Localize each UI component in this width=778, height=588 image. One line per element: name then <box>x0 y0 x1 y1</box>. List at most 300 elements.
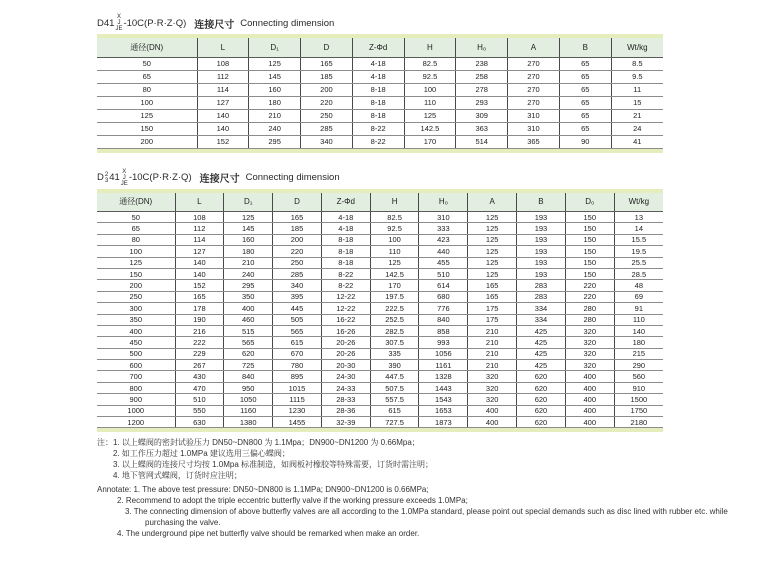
table-cell: 165 <box>273 212 322 223</box>
table-cell: 505 <box>273 314 322 325</box>
frac-top: 2 <box>104 171 109 178</box>
table-cell: 557.5 <box>370 394 419 405</box>
table-cell: 28-33 <box>321 394 370 405</box>
table-cell: 267 <box>175 360 224 371</box>
table-cell: 1160 <box>224 405 273 416</box>
table-cell: 600 <box>97 360 175 371</box>
table-cell: 21 <box>611 109 663 122</box>
frac-bottom: 3 <box>104 177 109 184</box>
table-cell: 333 <box>419 223 468 234</box>
table-cell: 450 <box>97 337 175 348</box>
table-cell: 11 <box>611 83 663 96</box>
table-cell: 65 <box>559 96 611 109</box>
table-cell: 400 <box>468 405 517 416</box>
title-en: Connecting dimension <box>245 172 340 183</box>
table-cell: 620 <box>517 405 566 416</box>
table-cell: 108 <box>175 212 224 223</box>
table-cell: 2180 <box>614 417 663 428</box>
model-prefix: D41 <box>97 17 115 29</box>
column-header: Wt/kg <box>611 38 663 57</box>
table-cell: 65 <box>97 223 175 234</box>
table-cell: 310 <box>419 212 468 223</box>
table-row <box>97 394 663 405</box>
table-cell: 210 <box>468 325 517 336</box>
table-cell: 80 <box>97 83 197 96</box>
model-suffix: -10C(P·R·Z·Q) <box>128 172 192 183</box>
table-cell: 280 <box>565 314 614 325</box>
valve-model-code-1 <box>97 14 186 32</box>
table-row <box>97 314 663 325</box>
column-header: D <box>301 38 353 57</box>
note-line <box>97 484 745 495</box>
table-cell: 445 <box>273 303 322 314</box>
table-cell: 150 <box>565 257 614 268</box>
column-header: H₀ <box>456 38 508 57</box>
table-cell: 65 <box>559 57 611 70</box>
table-cell: 365 <box>508 135 560 148</box>
table-cell: 700 <box>97 371 175 382</box>
table-cell: 1000 <box>97 405 175 416</box>
table-cell: 1050 <box>224 394 273 405</box>
table-cell: 550 <box>175 405 224 416</box>
table-row <box>97 109 663 122</box>
table-cell: 165 <box>175 291 224 302</box>
table-cell: 1200 <box>97 417 175 428</box>
table-cell: 1328 <box>419 371 468 382</box>
table-cell: 725 <box>224 360 273 371</box>
table-cell: 150 <box>565 268 614 279</box>
table-row <box>97 257 663 268</box>
table-cell: 210 <box>468 360 517 371</box>
table-cell: 125 <box>468 212 517 223</box>
table-cell: 320 <box>468 382 517 393</box>
table-cell: 165 <box>468 291 517 302</box>
table-cell: 270 <box>508 70 560 83</box>
table-cell: 615 <box>273 337 322 348</box>
table-cell: 1750 <box>614 405 663 416</box>
table-cell: 112 <box>197 70 249 83</box>
table-cell: 20-30 <box>321 360 370 371</box>
table-cell: 100 <box>370 234 419 245</box>
table-cell: 178 <box>175 303 224 314</box>
table-cell: 4-18 <box>352 70 404 83</box>
column-header: D₁ <box>249 38 301 57</box>
table-cell: 514 <box>456 135 508 148</box>
model-prefix: D <box>97 172 104 183</box>
table-cell: 858 <box>419 325 468 336</box>
table-cell: 400 <box>565 371 614 382</box>
table-cell: 270 <box>508 83 560 96</box>
table-cell: 14 <box>614 223 663 234</box>
table-row <box>97 246 663 257</box>
table-cell: 335 <box>370 348 419 359</box>
table-cell: 24 <box>611 122 663 135</box>
table-cell: 193 <box>517 268 566 279</box>
table-cell: 125 <box>97 109 197 122</box>
table-cell: 8.5 <box>611 57 663 70</box>
table-cell: 293 <box>456 96 508 109</box>
table-cell: 180 <box>224 246 273 257</box>
table-row <box>97 268 663 279</box>
table-cell: 390 <box>370 360 419 371</box>
table-cell: 65 <box>559 70 611 83</box>
table-cell: 8-18 <box>321 246 370 257</box>
table-cell: 210 <box>468 348 517 359</box>
notes-label: 注： <box>97 438 113 448</box>
table-cell: 16-22 <box>321 314 370 325</box>
table-row <box>97 371 663 382</box>
table-cell: 185 <box>273 223 322 234</box>
column-header: B <box>517 193 566 212</box>
table-cell: 140 <box>175 268 224 279</box>
table-cell: 1443 <box>419 382 468 393</box>
table-row <box>97 348 663 359</box>
table-cell: 423 <box>419 234 468 245</box>
table-cell: 320 <box>468 394 517 405</box>
table-cell: 200 <box>97 280 175 291</box>
table-cell: 400 <box>565 394 614 405</box>
table-cell: 320 <box>565 325 614 336</box>
model-mid: 41 <box>109 172 120 183</box>
table-cell: 32-39 <box>321 417 370 428</box>
table-cell: 1015 <box>273 382 322 393</box>
table-cell: 193 <box>517 212 566 223</box>
note-line: 2. Recommend to adopt the triple eccentric butterfly valve if the working pressure exceeds 1.0MPa; <box>117 496 468 506</box>
table-cell: 100 <box>97 96 197 109</box>
table-cell: 460 <box>224 314 273 325</box>
table-cell: 185 <box>301 70 353 83</box>
table-row <box>97 234 663 245</box>
table-cell: 222 <box>175 337 224 348</box>
table-cell: 283 <box>517 280 566 291</box>
connecting-dimension-table-2 <box>97 193 663 429</box>
table-cell: 216 <box>175 325 224 336</box>
table-cell: 8-18 <box>321 257 370 268</box>
table-row <box>97 280 663 291</box>
note-line: 3. The connecting dimension of above butterfly valves are all according to the 1.0MPa standard, please point out special demands such as disc lined with rubber etc. while purchasing the valve. <box>125 507 728 528</box>
table-cell: 175 <box>468 314 517 325</box>
table-cell: 425 <box>517 337 566 348</box>
table-cell: 400 <box>468 417 517 428</box>
table-cell: 515 <box>224 325 273 336</box>
table-cell: 320 <box>468 371 517 382</box>
table-row <box>97 212 663 223</box>
table-cell: 282.5 <box>370 325 419 336</box>
table-cell: 8-22 <box>321 268 370 279</box>
table-cell: 152 <box>175 280 224 291</box>
table-cell: 400 <box>565 417 614 428</box>
table-cell: 425 <box>517 325 566 336</box>
table-cell: 220 <box>273 246 322 257</box>
table-cell: 895 <box>273 371 322 382</box>
table-cell: 780 <box>273 360 322 371</box>
table-row <box>97 57 663 70</box>
note-line <box>97 437 745 448</box>
note-text: 1. The above test pressure: DN50~DN800 is 1.1MPa; DN900~DN1200 is 0.66MPa; <box>133 485 429 495</box>
table-cell: 165 <box>468 280 517 291</box>
table-cell: 200 <box>97 135 197 148</box>
table-cell: 50 <box>97 57 197 70</box>
table-cell: 92.5 <box>404 70 456 83</box>
table-cell: 145 <box>249 70 301 83</box>
model-frac-stack <box>105 172 108 184</box>
table-row <box>97 135 663 148</box>
table-cell: 910 <box>614 382 663 393</box>
table-cell: 125 <box>404 109 456 122</box>
table-cell: 363 <box>456 122 508 135</box>
table-cell: 340 <box>273 280 322 291</box>
table-cell: 92.5 <box>370 223 419 234</box>
table-row <box>97 382 663 393</box>
header-row <box>97 38 663 57</box>
table-row <box>97 122 663 135</box>
table-cell: 320 <box>565 337 614 348</box>
table-cell: 440 <box>419 246 468 257</box>
table-cell: 425 <box>517 360 566 371</box>
table-cell: 250 <box>301 109 353 122</box>
table-cell: 8-18 <box>352 96 404 109</box>
table-row <box>97 83 663 96</box>
note-line: 3. 以上蝶阀的连接尺寸均按 1.0Mpa 标准制造，如阀板衬橡胶等特殊需要，订货时需注明； <box>113 460 434 470</box>
column-header: D <box>273 193 322 212</box>
column-header: A <box>468 193 517 212</box>
table-cell: 620 <box>517 371 566 382</box>
table-cell: 127 <box>197 96 249 109</box>
column-header: Wt/kg <box>614 193 663 212</box>
table-row <box>97 417 663 428</box>
table-cell: 309 <box>456 109 508 122</box>
table-cell: 125 <box>370 257 419 268</box>
table-cell: 150 <box>97 122 197 135</box>
table-cell: 252.5 <box>370 314 419 325</box>
table-cell: 507.5 <box>370 382 419 393</box>
table-cell: 108 <box>197 57 249 70</box>
table-cell: 20-26 <box>321 348 370 359</box>
table-cell: 193 <box>517 234 566 245</box>
table-cell: 210 <box>249 109 301 122</box>
column-header: L <box>175 193 224 212</box>
table-cell: 350 <box>224 291 273 302</box>
table-row <box>97 223 663 234</box>
table-cell: 19.5 <box>614 246 663 257</box>
table-cell: 1455 <box>273 417 322 428</box>
table-cell: 175 <box>468 303 517 314</box>
variant-j: J <box>122 174 126 181</box>
table-cell: 150 <box>97 268 175 279</box>
table-cell: 125 <box>468 268 517 279</box>
table-cell: 152 <box>197 135 249 148</box>
table-cell: 295 <box>224 280 273 291</box>
title-cn: 连接尺寸 <box>199 174 240 185</box>
table-cell: 238 <box>456 57 508 70</box>
table-cell: 15.5 <box>614 234 663 245</box>
table-cell: 447.5 <box>370 371 419 382</box>
table-cell: 16-26 <box>321 325 370 336</box>
table-cell: 150 <box>565 246 614 257</box>
table-cell: 150 <box>565 223 614 234</box>
table-cell: 240 <box>249 122 301 135</box>
table-cell: 80 <box>97 234 175 245</box>
table-cell: 65 <box>559 122 611 135</box>
table-cell: 400 <box>224 303 273 314</box>
table1-title <box>97 12 778 34</box>
table-cell: 295 <box>249 135 301 148</box>
model-variant-stack <box>121 169 128 187</box>
table-cell: 840 <box>224 371 273 382</box>
table-cell: 680 <box>419 291 468 302</box>
table-cell: 1543 <box>419 394 468 405</box>
table-cell: 285 <box>273 268 322 279</box>
table-cell: 278 <box>456 83 508 96</box>
notes-label: Annotate: <box>97 485 132 495</box>
table-row <box>97 303 663 314</box>
table-cell: 270 <box>508 57 560 70</box>
table-cell: 307.5 <box>370 337 419 348</box>
table-cell: 400 <box>565 382 614 393</box>
table-cell: 125 <box>468 257 517 268</box>
table-cell: 400 <box>565 405 614 416</box>
table-cell: 500 <box>97 348 175 359</box>
table-cell: 565 <box>224 337 273 348</box>
table-cell: 170 <box>370 280 419 291</box>
table-cell: 110 <box>370 246 419 257</box>
table-cell: 8-22 <box>352 135 404 148</box>
table-row <box>97 70 663 83</box>
table-cell: 455 <box>419 257 468 268</box>
connecting-dimension-table-2-wrap <box>97 189 663 433</box>
table-cell: 215 <box>614 348 663 359</box>
table-cell: 220 <box>565 291 614 302</box>
table-cell: 334 <box>517 303 566 314</box>
table-cell: 82.5 <box>404 57 456 70</box>
table-cell: 350 <box>97 314 175 325</box>
table-cell: 560 <box>614 371 663 382</box>
table-row <box>97 405 663 416</box>
notes-english <box>97 484 745 539</box>
table-cell: 670 <box>273 348 322 359</box>
table-cell: 170 <box>404 135 456 148</box>
table-cell: 222.5 <box>370 303 419 314</box>
table-cell: 9.5 <box>611 70 663 83</box>
table-cell: 110 <box>404 96 456 109</box>
table-cell: 100 <box>97 246 175 257</box>
table-cell: 8-22 <box>321 280 370 291</box>
table-cell: 140 <box>197 109 249 122</box>
table-cell: 229 <box>175 348 224 359</box>
column-header: B <box>559 38 611 57</box>
table-cell: 310 <box>508 109 560 122</box>
table-cell: 395 <box>273 291 322 302</box>
table-cell: 950 <box>224 382 273 393</box>
table-cell: 510 <box>419 268 468 279</box>
table-cell: 125 <box>249 57 301 70</box>
note-line: 2. 如工作压力超过 1.0MPa 建议选用三偏心蝶阀； <box>113 449 290 459</box>
table-cell: 140 <box>197 122 249 135</box>
table-cell: 290 <box>614 360 663 371</box>
model-suffix: -10C(P·R·Z·Q) <box>123 17 187 29</box>
table-cell: 142.5 <box>370 268 419 279</box>
table-cell: 12-22 <box>321 291 370 302</box>
table-cell: 8-18 <box>352 83 404 96</box>
table-cell: 1873 <box>419 417 468 428</box>
title-en: Connecting dimension <box>240 17 335 29</box>
table-cell: 565 <box>273 325 322 336</box>
table-cell: 776 <box>419 303 468 314</box>
table-cell: 180 <box>249 96 301 109</box>
table-cell: 15 <box>611 96 663 109</box>
table-cell: 4-18 <box>321 223 370 234</box>
note-line: 4. The underground pipe net butterfly valve should be remarked when make an order. <box>117 529 420 539</box>
column-header: A <box>508 38 560 57</box>
table-cell: 127 <box>175 246 224 257</box>
table-cell: 125 <box>224 212 273 223</box>
valve-model-code-2 <box>97 169 192 187</box>
table-cell: 614 <box>419 280 468 291</box>
table-cell: 140 <box>614 325 663 336</box>
table-cell: 200 <box>301 83 353 96</box>
column-header: 通径(DN) <box>97 193 175 212</box>
table-cell: 82.5 <box>370 212 419 223</box>
table-cell: 425 <box>517 348 566 359</box>
variant-x: X <box>122 168 127 175</box>
table-cell: 8-18 <box>352 109 404 122</box>
table-cell: 160 <box>249 83 301 96</box>
table-cell: 320 <box>565 348 614 359</box>
table-cell: 220 <box>565 280 614 291</box>
table-row <box>97 325 663 336</box>
table-cell: 210 <box>468 337 517 348</box>
table-cell: 24-30 <box>321 371 370 382</box>
table-cell: 280 <box>565 303 614 314</box>
table-cell: 620 <box>224 348 273 359</box>
table-cell: 13 <box>614 212 663 223</box>
table-cell: 1500 <box>614 394 663 405</box>
table-cell: 125 <box>468 246 517 257</box>
table-cell: 1115 <box>273 394 322 405</box>
table-cell: 250 <box>273 257 322 268</box>
column-header: H <box>370 193 419 212</box>
table-cell: 4-18 <box>321 212 370 223</box>
table-cell: 165 <box>301 57 353 70</box>
table-cell: 200 <box>273 234 322 245</box>
table-cell: 150 <box>565 212 614 223</box>
column-header: H <box>404 38 456 57</box>
table-cell: 615 <box>370 405 419 416</box>
table-cell: 50 <box>97 212 175 223</box>
table-cell: 100 <box>404 83 456 96</box>
table-cell: 190 <box>175 314 224 325</box>
column-header: D₀ <box>565 193 614 212</box>
header-row <box>97 193 663 212</box>
table-cell: 1161 <box>419 360 468 371</box>
table-cell: 430 <box>175 371 224 382</box>
table-cell: 258 <box>456 70 508 83</box>
table-cell: 65 <box>559 109 611 122</box>
connecting-dimension-table-1-wrap <box>97 34 663 153</box>
table-cell: 283 <box>517 291 566 302</box>
table-cell: 41 <box>611 135 663 148</box>
table-cell: 20-26 <box>321 337 370 348</box>
table-cell: 620 <box>517 382 566 393</box>
table-cell: 900 <box>97 394 175 405</box>
table-cell: 334 <box>517 314 566 325</box>
table-cell: 270 <box>508 96 560 109</box>
table-cell: 240 <box>224 268 273 279</box>
notes-chinese <box>97 437 745 481</box>
table-cell: 727.5 <box>370 417 419 428</box>
column-header: Z-Φd <box>352 38 404 57</box>
table-cell: 112 <box>175 223 224 234</box>
